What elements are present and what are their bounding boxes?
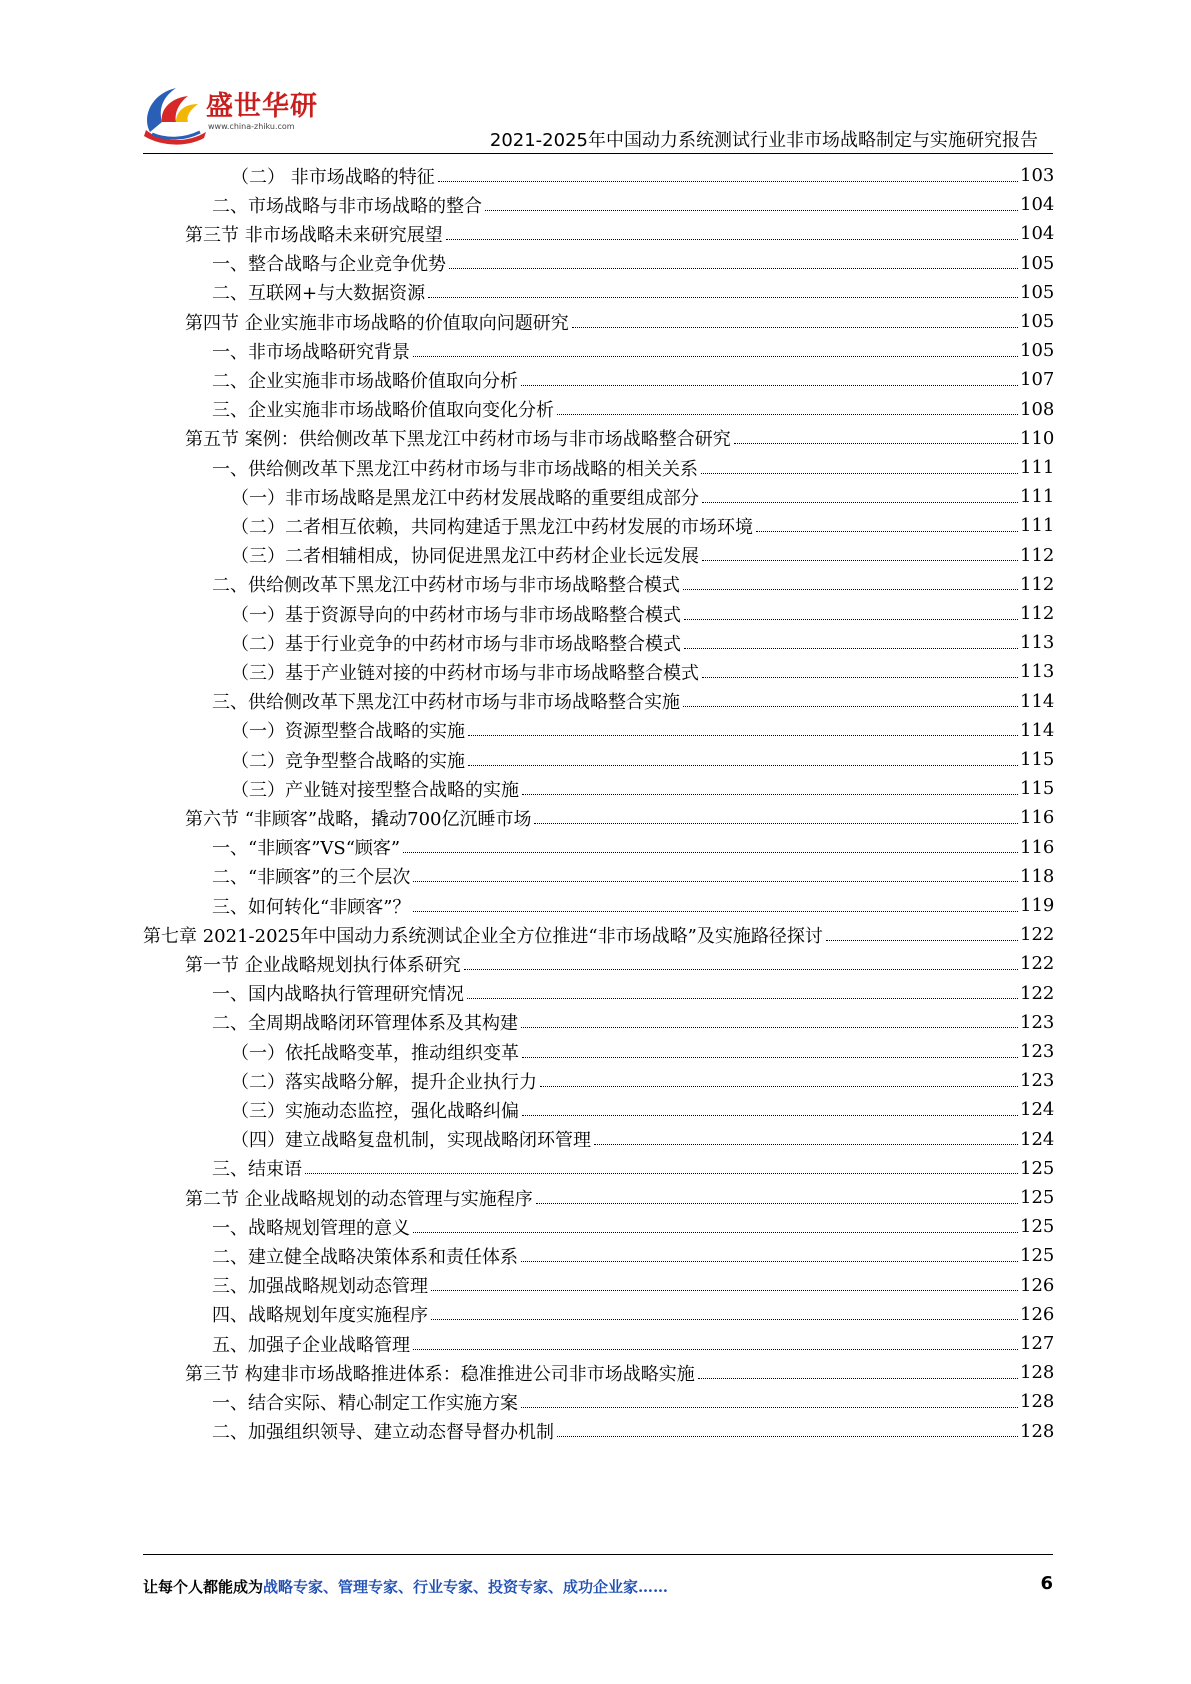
toc-entry[interactable] xyxy=(212,569,1053,600)
toc-entry[interactable] xyxy=(212,189,1053,220)
toc-dot-leader xyxy=(413,910,1018,912)
toc-dot-leader xyxy=(540,1085,1018,1087)
toc-entry-page: 116 xyxy=(1020,836,1055,858)
toc-entry-title: 第三节 构建非市场战略推进体系：稳准推进公司非市场战略实施 xyxy=(185,1363,695,1385)
toc-entry-page: 104 xyxy=(1020,223,1055,245)
toc-entry[interactable] xyxy=(212,364,1053,395)
toc-entry[interactable] xyxy=(231,1124,1053,1155)
toc-dot-leader xyxy=(413,355,1018,357)
toc-entry[interactable] xyxy=(231,1094,1053,1125)
toc-entry-page: 115 xyxy=(1020,778,1055,800)
toc-entry-title: 第七章 2021-2025年中国动力系统测试企业全方位推进“非市场战略”及实施路径探讨 xyxy=(143,925,823,947)
toc-entry-title: 一、整合战略与企业竞争优势 xyxy=(212,254,446,276)
toc-dot-leader xyxy=(702,676,1018,678)
toc-dot-leader xyxy=(756,530,1018,532)
toc-entry[interactable] xyxy=(212,1270,1053,1301)
toc-entry-page: 112 xyxy=(1020,544,1055,566)
toc-entry[interactable] xyxy=(231,481,1053,512)
toc-entry[interactable] xyxy=(231,510,1053,541)
toc-entry[interactable] xyxy=(231,656,1053,687)
toc-entry[interactable] xyxy=(212,832,1053,863)
toc-entry-page: 125 xyxy=(1020,1187,1055,1208)
toc-entry-title: 第一节 企业战略规划执行体系研究 xyxy=(185,954,461,976)
toc-entry[interactable] xyxy=(231,160,1053,191)
footer-slogan-prefix: 让每个人都能成为 xyxy=(143,1578,264,1596)
toc-entry-title: （三）实施动态监控，强化战略纠偏 xyxy=(231,1100,519,1122)
toc-dot-leader xyxy=(557,413,1018,415)
toc-entry[interactable] xyxy=(212,277,1053,308)
toc-entry[interactable] xyxy=(231,744,1053,775)
toc-entry-page: 124 xyxy=(1020,1128,1055,1150)
logo-emblem-icon xyxy=(140,82,210,150)
toc-entry-page: 126 xyxy=(1020,1274,1055,1296)
toc-entry-page: 123 xyxy=(1020,1011,1055,1033)
toc-entry[interactable] xyxy=(185,423,1053,454)
toc-dot-leader xyxy=(683,705,1018,707)
toc-entry-title: （一）资源型整合战略的实施 xyxy=(231,721,465,743)
toc-dot-leader xyxy=(522,1114,1018,1116)
footer-slogan-roles: 战略专家、管理专家、行业专家、投资专家、成功企业家…… xyxy=(263,1578,669,1596)
toc-entry-page: 125 xyxy=(1020,1216,1055,1238)
toc-entry-page: 128 xyxy=(1020,1391,1055,1413)
toc-entry-title: 二、建立健全战略决策体系和责任体系 xyxy=(212,1246,518,1268)
toc-entry-page: 111 xyxy=(1020,486,1055,508)
toc-entry[interactable] xyxy=(143,919,1053,950)
toc-entry-title: 二、加强组织领导、建立动态督导督办机制 xyxy=(212,1422,554,1444)
toc-entry-page: 112 xyxy=(1020,603,1055,624)
toc-entry-page: 112 xyxy=(1020,573,1055,595)
toc-dot-leader xyxy=(438,180,1018,182)
toc-entry[interactable] xyxy=(212,1153,1053,1184)
toc-dot-leader xyxy=(468,734,1018,736)
toc-entry-page: 125 xyxy=(1020,1157,1055,1179)
toc-dot-leader xyxy=(702,501,1018,503)
toc-entry-title: 一、战略规划管理的意义 xyxy=(212,1217,410,1239)
toc-dot-leader xyxy=(305,1172,1018,1174)
toc-dot-leader xyxy=(413,1348,1018,1350)
toc-dot-leader xyxy=(413,880,1018,882)
toc-entry-title: 三、如何转化“非顾客”？ xyxy=(212,896,411,918)
toc-entry[interactable] xyxy=(212,452,1053,483)
toc-entry[interactable] xyxy=(231,715,1053,746)
toc-entry-title: 第四节 企业实施非市场战略的价值取向问题研究 xyxy=(185,312,569,334)
toc-entry-page: 110 xyxy=(1020,427,1055,449)
toc-dot-leader xyxy=(534,822,1018,824)
toc-entry-title: 三、加强战略规划动态管理 xyxy=(212,1276,428,1298)
page-number: 6 xyxy=(1040,1573,1053,1594)
toc-entry[interactable] xyxy=(185,1357,1053,1388)
toc-dot-leader xyxy=(428,296,1018,298)
toc-entry[interactable] xyxy=(185,948,1053,979)
toc-entry[interactable] xyxy=(212,1416,1053,1447)
toc-dot-leader xyxy=(557,1435,1018,1437)
toc-entry[interactable] xyxy=(231,627,1053,658)
toc-entry-title: （四）建立战略复盘机制，实现战略闭环管理 xyxy=(231,1130,591,1152)
toc-entry[interactable] xyxy=(185,218,1053,249)
toc-entry[interactable] xyxy=(212,394,1053,425)
toc-entry-title: 第三节 非市场战略未来研究展望 xyxy=(185,224,443,246)
toc-entry-title: 三、供给侧改革下黑龙江中药材市场与非市场战略整合实施 xyxy=(212,692,680,714)
logo-url: www.china-zhiku.com xyxy=(208,122,295,131)
toc-entry[interactable] xyxy=(212,686,1053,717)
toc-entry-page: 122 xyxy=(1020,953,1055,975)
toc-entry-title: 二、企业实施非市场战略价值取向分析 xyxy=(212,370,518,392)
toc-dot-leader xyxy=(431,1318,1018,1320)
toc-entry-page: 125 xyxy=(1020,1245,1055,1267)
toc-entry[interactable] xyxy=(231,598,1053,629)
logo-name: 盛世华研 xyxy=(206,91,318,122)
toc-dot-leader xyxy=(413,1231,1018,1233)
toc-entry-title: 第二节 企业战略规划的动态管理与实施程序 xyxy=(185,1188,533,1210)
toc-entry-title: 二、全周期战略闭环管理体系及其构建 xyxy=(212,1013,518,1035)
toc-entry-page: 104 xyxy=(1020,194,1055,216)
toc-entry-title: 二、“非顾客”的三个层次 xyxy=(212,867,411,889)
toc-entry-title: （三）基于产业链对接的中药材市场与非市场战略整合模式 xyxy=(231,662,699,684)
toc-dot-leader xyxy=(701,472,1018,474)
toc-entry[interactable] xyxy=(185,802,1053,833)
toc-entry-page: 128 xyxy=(1020,1362,1055,1384)
toc-entry[interactable] xyxy=(212,1007,1053,1038)
toc-entry[interactable] xyxy=(212,890,1053,921)
toc-entry-page: 128 xyxy=(1020,1420,1055,1442)
toc-dot-leader xyxy=(467,997,1018,999)
toc-entry-title: 一、供给侧改革下黑龙江中药材市场与非市场战略的相关关系 xyxy=(212,458,698,480)
toc-dot-leader xyxy=(521,1026,1018,1028)
toc-dot-leader xyxy=(826,939,1018,941)
toc-entry-title: （二）二者相互依赖，共同构建适于黑龙江中药材发展的市场环境 xyxy=(231,516,753,538)
toc-entry-page: 127 xyxy=(1020,1333,1055,1354)
toc-entry-page: 114 xyxy=(1020,690,1055,712)
company-logo xyxy=(140,82,320,152)
toc-dot-leader xyxy=(684,618,1018,620)
toc-dot-leader xyxy=(521,1406,1018,1408)
toc-entry-page: 115 xyxy=(1020,749,1055,770)
toc-entry[interactable] xyxy=(185,1182,1053,1213)
toc-entry-page: 111 xyxy=(1020,457,1055,478)
toc-entry-page: 105 xyxy=(1020,281,1055,303)
toc-entry-page: 113 xyxy=(1020,661,1055,683)
toc-dot-leader xyxy=(698,1377,1018,1379)
toc-entry-page: 123 xyxy=(1020,1070,1055,1092)
header-divider xyxy=(143,153,1053,154)
toc-dot-leader xyxy=(403,851,1018,853)
toc-dot-leader xyxy=(684,647,1018,649)
toc-entry-page: 119 xyxy=(1020,895,1055,916)
toc-entry-title: 一、结合实际、精心制定工作实施方案 xyxy=(212,1392,518,1414)
toc-entry[interactable] xyxy=(231,1036,1053,1067)
toc-entry-title: 一、国内战略执行管理研究情况 xyxy=(212,984,464,1006)
toc-entry-page: 124 xyxy=(1020,1099,1055,1121)
toc-dot-leader xyxy=(522,1056,1018,1058)
toc-entry-title: （二） 非市场战略的特征 xyxy=(231,166,435,188)
toc-entry-page: 122 xyxy=(1020,924,1055,946)
toc-entry[interactable] xyxy=(231,1065,1053,1096)
toc-entry[interactable] xyxy=(212,1240,1053,1271)
toc-entry-title: （一）依托战略变革，推动组织变革 xyxy=(231,1042,519,1064)
toc-entry-page: 108 xyxy=(1020,398,1055,420)
toc-entry[interactable] xyxy=(212,335,1053,366)
toc-dot-leader xyxy=(702,559,1018,561)
toc-entry-page: 114 xyxy=(1020,719,1055,741)
toc-entry-title: 三、企业实施非市场战略价值取向变化分析 xyxy=(212,400,554,422)
toc-dot-leader xyxy=(521,1260,1018,1262)
toc-entry[interactable] xyxy=(231,540,1053,571)
toc-entry[interactable] xyxy=(185,306,1053,337)
toc-entry-title: 第五节 案例：供给侧改革下黑龙江中药材市场与非市场战略整合研究 xyxy=(185,429,731,451)
toc-dot-leader xyxy=(594,1143,1018,1145)
toc-entry-page: 111 xyxy=(1020,515,1055,537)
toc-entry[interactable] xyxy=(212,1211,1053,1242)
toc-entry-page: 122 xyxy=(1020,982,1055,1004)
toc-entry-title: 二、互联网+与大数据资源 xyxy=(212,283,426,305)
toc-dot-leader xyxy=(522,793,1018,795)
toc-entry-title: （一）非市场战略是黑龙江中药材发展战略的重要组成部分 xyxy=(231,487,699,509)
toc-entry[interactable] xyxy=(231,773,1053,804)
toc-entry-page: 105 xyxy=(1020,252,1055,274)
document-title: 2021-2025年中国动力系统测试行业非市场战略制定与实施研究报告 xyxy=(489,130,1038,151)
toc-dot-leader xyxy=(536,1202,1018,1204)
toc-entry[interactable] xyxy=(212,248,1053,279)
toc-entry-page: 105 xyxy=(1020,340,1055,362)
toc-entry-title: （三）产业链对接型整合战略的实施 xyxy=(231,779,519,801)
toc-entry[interactable] xyxy=(212,861,1053,892)
toc-dot-leader xyxy=(431,1289,1018,1291)
toc-dot-leader xyxy=(464,968,1018,970)
toc-entry[interactable] xyxy=(212,978,1053,1009)
footer-divider xyxy=(143,1554,1053,1555)
toc-entry-page: 116 xyxy=(1020,807,1055,829)
toc-dot-leader xyxy=(485,209,1018,211)
toc-entry-title: 一、非市场战略研究背景 xyxy=(212,341,410,363)
footer-slogan xyxy=(143,1576,668,1597)
toc-entry-page: 107 xyxy=(1020,369,1055,391)
toc-entry-page: 126 xyxy=(1020,1303,1055,1325)
toc-entry[interactable] xyxy=(212,1386,1053,1417)
toc-dot-leader xyxy=(521,384,1018,386)
toc-entry-title: 四、战略规划年度实施程序 xyxy=(212,1305,428,1327)
toc-entry[interactable] xyxy=(212,1299,1053,1330)
toc-entry-title: 二、供给侧改革下黑龙江中药材市场与非市场战略整合模式 xyxy=(212,575,680,597)
toc-entry-title: （二）基于行业竞争的中药材市场与非市场战略整合模式 xyxy=(231,633,681,655)
toc-dot-leader xyxy=(446,238,1018,240)
toc-entry-title: （一）基于资源导向的中药材市场与非市场战略整合模式 xyxy=(231,604,681,626)
toc-entry-title: 一、“非顾客”VS“顾客” xyxy=(212,838,401,860)
toc-entry-title: 五、加强子企业战略管理 xyxy=(212,1334,410,1356)
toc-entry-title: （二）竞争型整合战略的实施 xyxy=(231,750,465,772)
toc-entry-title: 二、市场战略与非市场战略的整合 xyxy=(212,195,482,217)
toc-dot-leader xyxy=(683,588,1018,590)
toc-dot-leader xyxy=(468,764,1018,766)
toc-dot-leader xyxy=(734,442,1018,444)
toc-dot-leader xyxy=(449,267,1018,269)
toc-entry-title: 三、结束语 xyxy=(212,1159,302,1181)
toc-entry-title: （三）二者相辅相成，协同促进黑龙江中药材企业长远发展 xyxy=(231,546,699,568)
toc-entry-page: 105 xyxy=(1020,311,1055,332)
toc-entry-page: 113 xyxy=(1020,632,1055,654)
toc-entry[interactable] xyxy=(212,1328,1053,1359)
toc-entry-title: （二）落实战略分解，提升企业执行力 xyxy=(231,1071,537,1093)
toc-entry-title: 第六节 “非顾客”战略，撬动700亿沉睡市场 xyxy=(185,808,532,830)
toc-dot-leader xyxy=(572,326,1018,328)
toc-entry-page: 123 xyxy=(1020,1041,1055,1062)
toc-entry-page: 103 xyxy=(1020,165,1055,186)
toc-entry-page: 118 xyxy=(1020,865,1055,887)
